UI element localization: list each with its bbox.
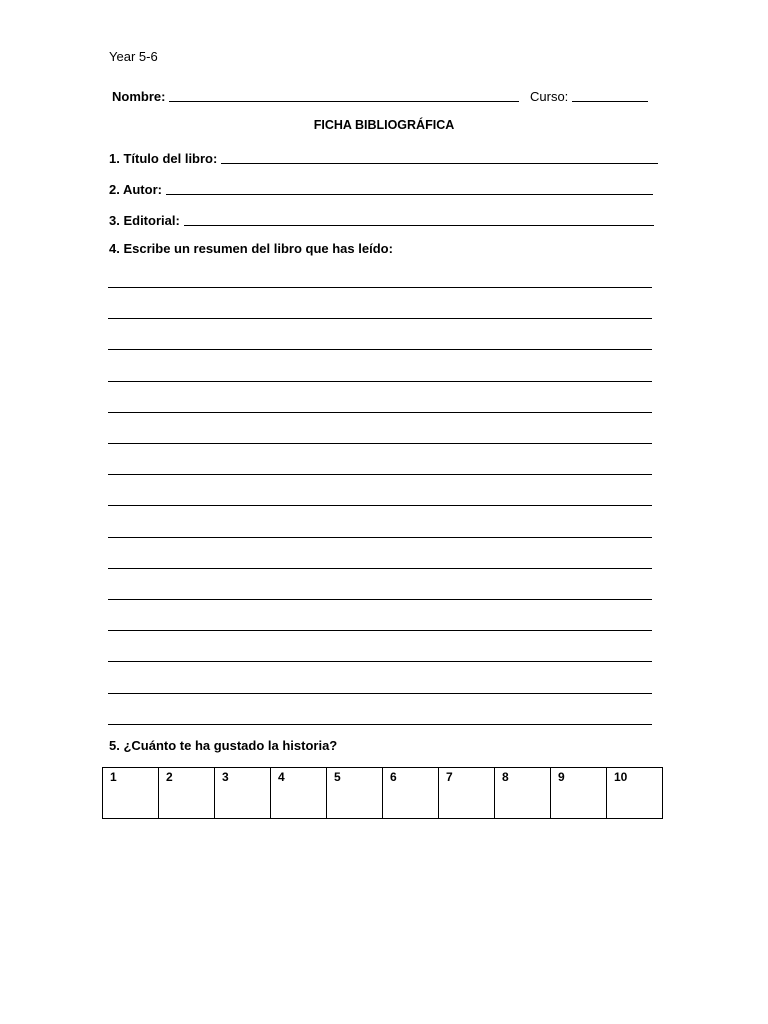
book-title-field[interactable]	[109, 148, 658, 166]
name-field[interactable]	[112, 86, 519, 104]
book-title-label: 1. Título del libro:	[109, 151, 218, 166]
rating-number: 3	[222, 770, 229, 784]
rating-number: 10	[614, 770, 628, 784]
rating-number: 7	[446, 770, 453, 784]
rating-cell[interactable]	[495, 768, 551, 819]
name-label: Nombre:	[112, 89, 166, 104]
name-blank[interactable]	[169, 100, 519, 102]
summary-line[interactable]	[108, 287, 652, 288]
summary-line[interactable]	[108, 349, 652, 350]
rating-cell[interactable]	[215, 768, 271, 819]
rating-scale	[102, 767, 663, 819]
rating-cell[interactable]	[551, 768, 607, 819]
summary-line[interactable]	[108, 381, 652, 382]
rating-number: 8	[502, 770, 509, 784]
summary-line[interactable]	[108, 599, 652, 600]
publisher-blank[interactable]	[184, 224, 654, 226]
summary-line[interactable]	[108, 474, 652, 475]
course-blank[interactable]	[572, 100, 648, 102]
summary-line[interactable]	[108, 693, 652, 694]
summary-line[interactable]	[108, 443, 652, 444]
rating-question: 5. ¿Cuánto te ha gustado la historia?	[109, 738, 338, 753]
summary-line[interactable]	[108, 318, 652, 319]
publisher-label: 3. Editorial:	[109, 213, 180, 228]
author-blank[interactable]	[166, 193, 653, 195]
summary-line[interactable]	[108, 630, 652, 631]
book-title-blank[interactable]	[221, 162, 658, 164]
rating-number: 9	[558, 770, 565, 784]
rating-cell[interactable]	[159, 768, 215, 819]
course-label: Curso:	[530, 89, 569, 104]
author-field[interactable]	[109, 179, 653, 197]
summary-line[interactable]	[108, 568, 652, 569]
page-title: FICHA BIBLIOGRÁFICA	[313, 118, 455, 132]
rating-number: 6	[390, 770, 397, 784]
rating-number: 2	[166, 770, 173, 784]
rating-cell[interactable]	[439, 768, 495, 819]
grade-level: Year 5-6	[109, 49, 158, 64]
summary-question: 4. Escribe un resumen del libro que has leído:	[109, 241, 393, 256]
rating-row	[103, 768, 663, 819]
rating-cell[interactable]	[103, 768, 159, 819]
rating-number: 4	[278, 770, 285, 784]
rating-cell[interactable]	[327, 768, 383, 819]
summary-line[interactable]	[108, 724, 652, 725]
rating-number: 1	[110, 770, 117, 784]
rating-cell[interactable]	[607, 768, 663, 819]
summary-line[interactable]	[108, 661, 652, 662]
rating-cell[interactable]	[383, 768, 439, 819]
rating-cell[interactable]	[271, 768, 327, 819]
author-label: 2. Autor:	[109, 182, 162, 197]
publisher-field[interactable]	[109, 210, 654, 228]
rating-number: 5	[334, 770, 341, 784]
summary-line[interactable]	[108, 537, 652, 538]
summary-line[interactable]	[108, 505, 652, 506]
course-field[interactable]	[530, 86, 648, 104]
summary-line[interactable]	[108, 412, 652, 413]
